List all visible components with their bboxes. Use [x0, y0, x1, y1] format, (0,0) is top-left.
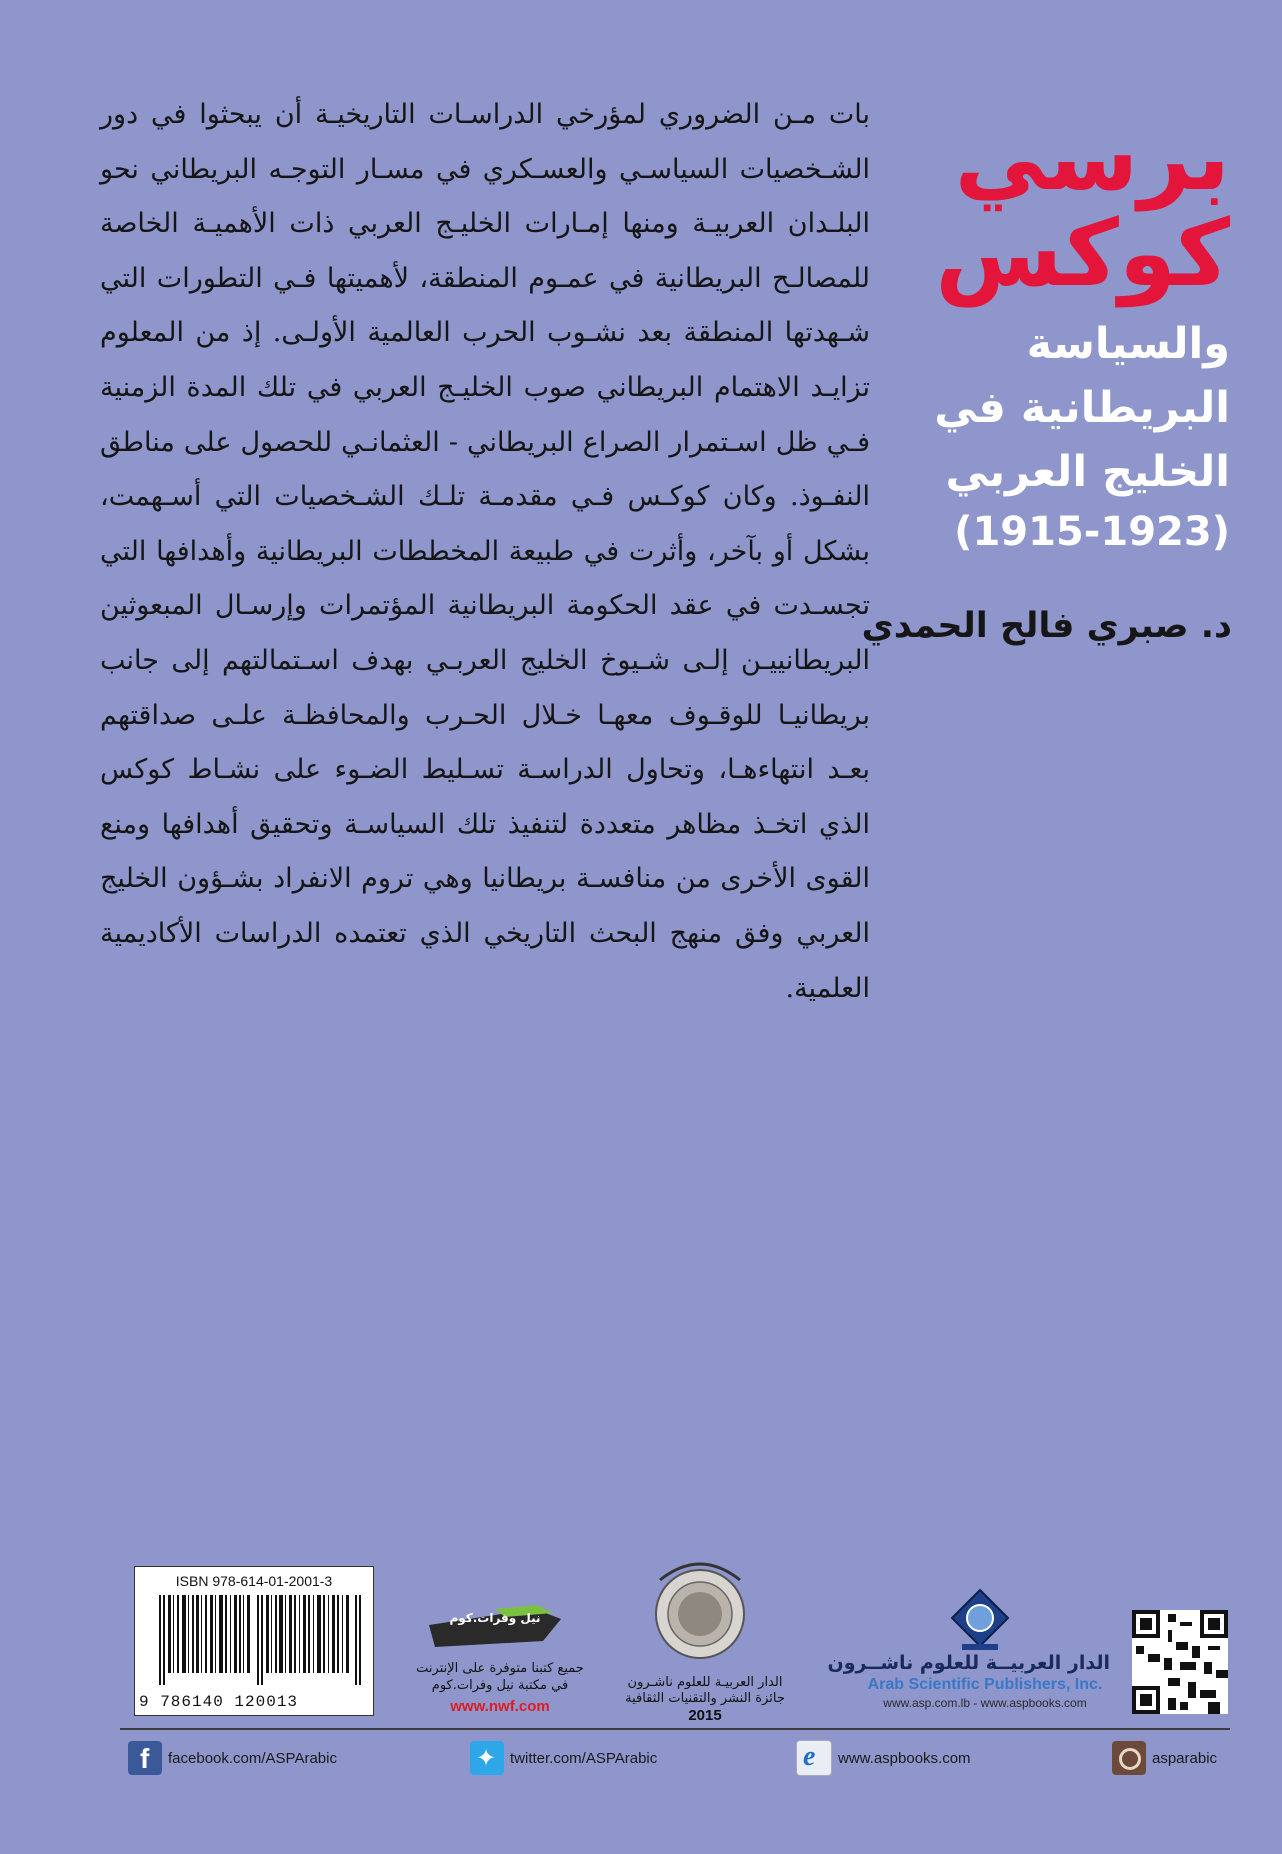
publisher-name-ar: الدار العربيــة للعلوم ناشــرون	[827, 1652, 1110, 1674]
prize-seal-icon	[640, 1550, 760, 1670]
nwf-line-1: جميع كتبنا متوفرة على الإنترنت	[416, 1661, 584, 1676]
instagram-label: asparabic	[1152, 1749, 1218, 1767]
instagram-icon	[1112, 1741, 1146, 1775]
nwf-line-2: في مكتبة نيل وفرات.كوم	[431, 1678, 569, 1693]
title-line-2: كوكس	[935, 200, 1230, 307]
prize-year: 2015	[688, 1707, 722, 1724]
publisher-websites[interactable]: www.asp.com.lb - www.aspbooks.com	[883, 1696, 1087, 1710]
blurb-paragraph: بات مـن الضروري لمؤرخي الدراسـات التاريخيـة أن يبحثوا في دور الشـخصيات السياسـي والعسـكري في مسـار التوجـه البريطاني نحو البلـدان العربيـة ومنها إمـارات الخليـج العربي ذات الأهميـة الخاصة للمصالـح البريطانية في عمـوم المنطقة، لأهميتها فـي التطورات التي شـهدتها المنطقة بعد نشـوب الحرب العالمية الأولـى. إذ من المعلوم تزايـد الاهتمام البريطاني صوب الخليـج العربي في تلك المدة الزمنية فـي ظل اسـتمرار الصراع البريطاني - العثمانـي للحصول على مناطق النفـوذ. وكان كوكـس فـي مقدمـة تلـك الشـخصيات التي أسـهمت، بشكل أو بآخر، وأثرت في طبيعة المخططات البريطانية وأهدافها التي تجسـدت في عقد الحكومة البريطانية المؤتمرات وإرسـال المبعوثين البريطانييـن إلـى شـيوخ الخليج العربـي بهدف اسـتمالتهم إلى جانب بريطانيـا للوقـوف معهـا خـلال الحـرب والمحافظـة علـى صداقتهم بعـد انتهاءهـا، وتحاول الدراسـة تسـليط الضـوء على نشـاط كوكس الذي اتخـذ مظاهر متعددة لتنفيذ تلك السياسـة وتحقيق أهدافها ومنع القوى الأخرى من منافسـة بريطانيا وهي تروم الانفراد بشـؤون الخليج العربي وفق منهج البحث التاريخي الذي تعتمده الدراسات الأكاديمية العلمية.	[100, 99, 870, 1004]
prize-line-1: الدار العربيـة للعلوم ناشـرون	[627, 1675, 783, 1690]
barcode	[134, 1566, 374, 1716]
twitter-link[interactable]	[470, 1740, 657, 1776]
author-name: د. صبري فالح الحمدي	[861, 606, 1232, 646]
subtitle-line-2: البريطانية في	[934, 383, 1230, 433]
instagram-link[interactable]	[1112, 1740, 1217, 1776]
qr-code-icon	[1132, 1610, 1228, 1714]
title-line-1: برسي	[954, 104, 1230, 211]
website-link[interactable]	[796, 1740, 971, 1776]
title-block	[930, 104, 1230, 560]
subtitle-line-3: الخليج العربي	[945, 447, 1230, 497]
subtitle	[930, 312, 1230, 504]
publisher-logo-icon	[950, 1588, 1010, 1652]
website-label: www.aspbooks.com	[838, 1749, 971, 1767]
facebook-link[interactable]	[128, 1740, 337, 1776]
nwf-tag-label: نيل وفرات.كوم	[449, 1611, 541, 1625]
prize-line-2: جائزة النشر والتقنيات الثقافية	[625, 1691, 785, 1706]
footer-divider	[120, 1728, 1230, 1730]
nwf-url-link[interactable]: www.nwf.com	[450, 1698, 550, 1715]
subtitle-line-1: والسياسة	[1026, 319, 1230, 369]
blurb	[100, 88, 870, 1016]
publisher-name-en: Arab Scientific Publishers, Inc.	[867, 1676, 1103, 1693]
browser-icon: e	[796, 1740, 832, 1776]
prize-info	[615, 1675, 795, 1707]
twitter-label: twitter.com/ASPArabic	[510, 1749, 658, 1767]
facebook-label: facebook.com/ASPArabic	[168, 1749, 337, 1767]
facebook-icon: f	[128, 1741, 162, 1775]
barcode-digits: 9 786140 120013	[139, 1693, 299, 1711]
twitter-icon: ✦	[470, 1741, 504, 1775]
title-years: (1915-1923)	[954, 509, 1230, 555]
isbn-label: ISBN 978-614-01-2001-3	[175, 1573, 333, 1589]
barcode-bars	[159, 1595, 363, 1685]
nwf-info	[400, 1611, 600, 1694]
